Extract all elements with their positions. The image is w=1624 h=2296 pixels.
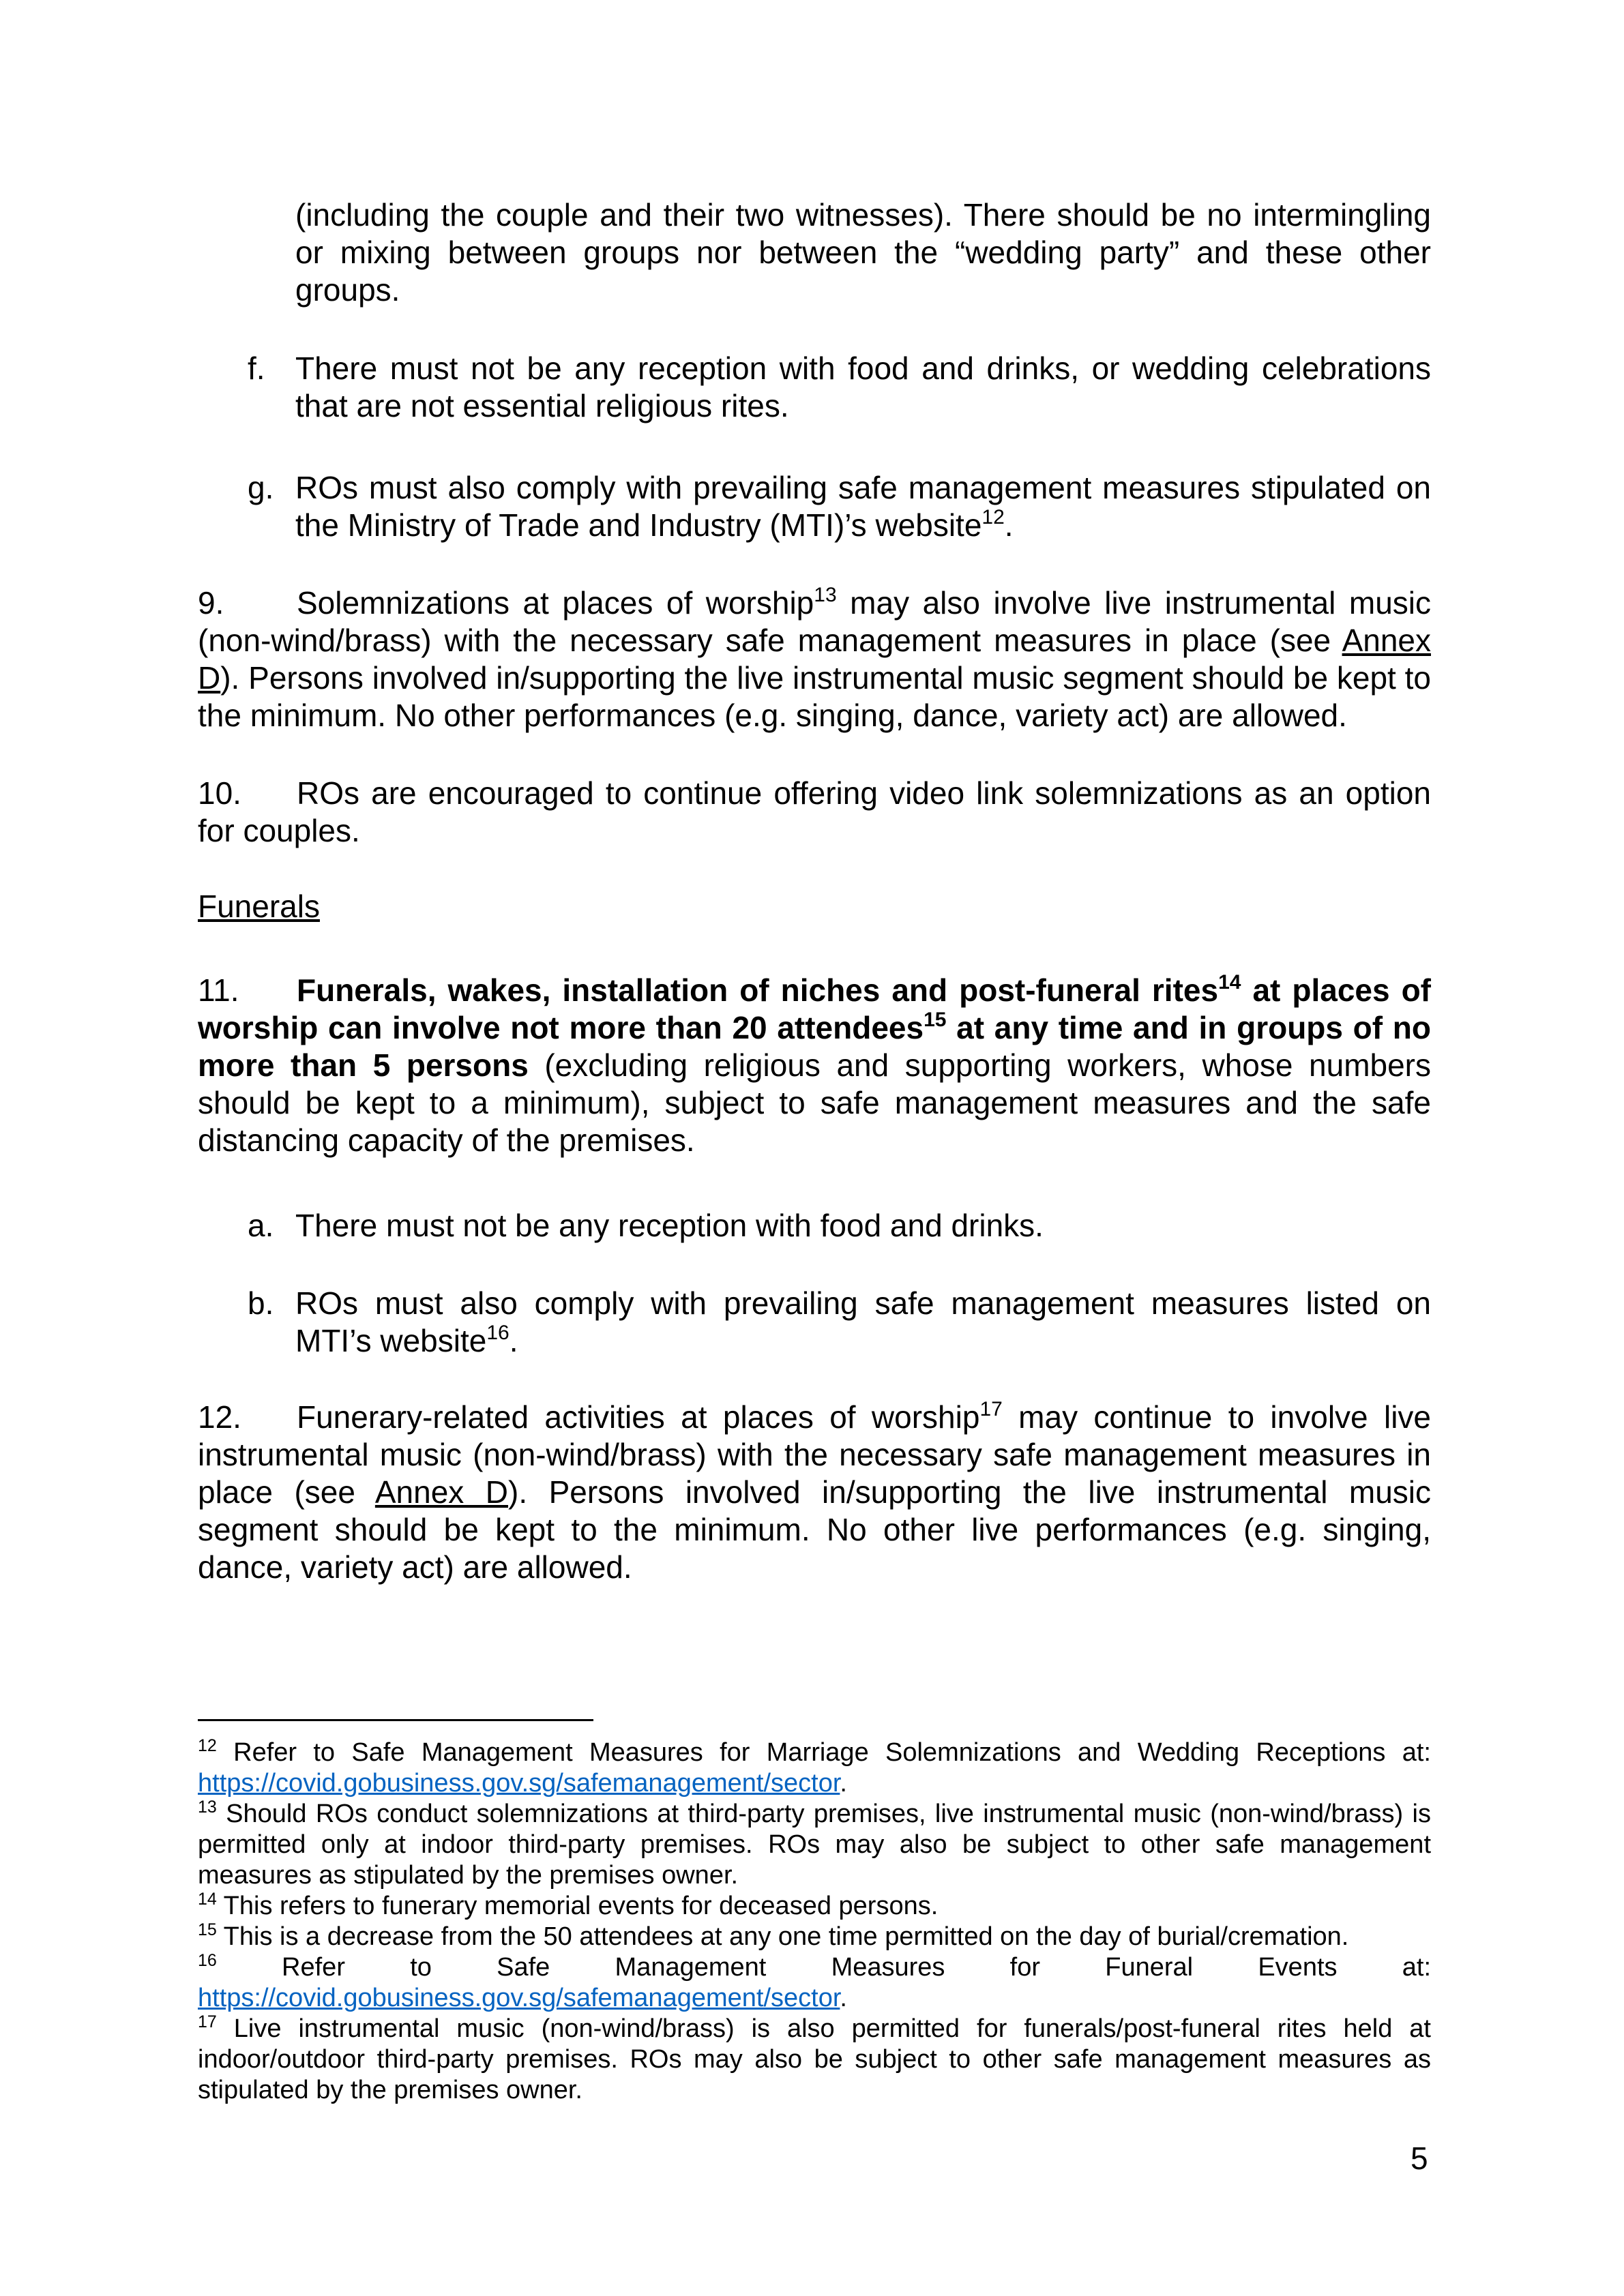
footnote-15: $^{15}$ This is a decrease from the 50 attendees at any one time permitted on the day of burial/cremation. bbox=[198, 1920, 1349, 1951]
footnote-ref-17[interactable]: 17 bbox=[979, 1398, 1003, 1420]
item-g-marker: g. bbox=[248, 470, 274, 505]
footnote-separator bbox=[198, 1719, 593, 1721]
item-g: g. ROs must also comply with prevailing safe management measures stipulated on the Ministry of Trade and Industry (MTI)’s website$^{12}$. bbox=[248, 470, 1431, 543]
footnote-ref-14[interactable]: 14 bbox=[1218, 971, 1241, 994]
paragraph-9-number: 9. bbox=[198, 585, 224, 621]
footnote-17: $^{17}$ Live instrumental music (non-wind/brass) is also permitted for funerals/post-funeral rites held at indoor/outdoor third-party premises. ROs may also be subject to other safe management measures as stipulated by the premises owner. bbox=[198, 2012, 1431, 2104]
footnote-16: $^{16}$ Refer to Safe Management Measures for Funeral Events at: https://covid.gobusiness.gov.sg/safemanagement/sector. bbox=[198, 1951, 1431, 2012]
paragraph-12: 12. Funerary-related activities at places of worship$^{17}$ may continue to involve live instrumental music (non-wind/brass) with the necessary safe management measures in place (see Annex D). Persons involved in/supporting the live instrumental music segment should be kept to the minimum. No other live performances (e.g. singing, dance, variety act) are allowed. bbox=[198, 1398, 1432, 1585]
footnote-12: $^{12}$ Refer to Safe Management Measures for Marriage Solemnizations and Wedding Receptions at: https://covid.gobusiness.gov.sg/safemanagement/sector. bbox=[198, 1736, 1431, 1798]
item-g-text: ROs must also comply with prevailing safe management measures stipulated on the Ministry of Trade and Industry (MTI)’s website bbox=[295, 470, 1431, 543]
annex-d-link[interactable]: Annex D bbox=[198, 623, 1431, 696]
item-a-text: There must not be any reception with food and drinks. bbox=[295, 1208, 1044, 1243]
footnote-ref-13[interactable]: 13 bbox=[814, 584, 837, 606]
item-b: b. ROs must also comply with prevailing safe management measures listed on MTI’s website$^{16}$. bbox=[248, 1285, 1431, 1358]
item-e-continuation: (including the couple and their two witnesses). There should be no intermingling or mixing between groups nor between the “wedding party” and these other groups. bbox=[295, 197, 1431, 308]
item-a-marker: a. bbox=[248, 1208, 274, 1243]
footnote-ref-15[interactable]: 15 bbox=[924, 1009, 947, 1031]
sector-url-link[interactable]: https://covid.gobusiness.gov.sg/safemanagement/sector bbox=[198, 1769, 840, 1798]
paragraph-12-number: 12. bbox=[198, 1399, 241, 1435]
footnote-14: $^{14}$ This refers to funerary memorial events for deceased persons. bbox=[198, 1890, 939, 1920]
item-a bbox=[248, 1207, 1431, 1244]
paragraph-10-number: 10. bbox=[198, 775, 241, 811]
paragraph-11: 11. Funerals, wakes, installation of niches and post-funeral rites$^{14}$ at places of worship can involve not more than 20 attendees$^{15}$ at any time and in groups of no more than 5 persons (excluding religious and supporting workers, whose numbers should be kept to a minimum), subject to safe management measures and the safe distancing capacity of the premises. bbox=[198, 971, 1432, 1158]
item-b-marker: b. bbox=[248, 1285, 274, 1321]
item-f-marker: f. bbox=[248, 351, 265, 386]
paragraph-10: 10. ROs are encouraged to continue offering video link solemnizations as an option for couples. bbox=[198, 775, 1431, 848]
paragraph-11-number: 11. bbox=[198, 972, 239, 1008]
footnote-ref-12[interactable]: 12 bbox=[981, 506, 1005, 528]
item-f-text: There must not be any reception with food and drinks, or wedding celebrations that are not essential religious rites. bbox=[295, 351, 1431, 423]
paragraph-9: 9. Solemnizations at places of worship$^{13}$ may also involve live instrumental music (non-wind/brass) with the necessary safe management measures in place (see Annex D). Persons involved in/supporting the live instrumental music segment should be kept to the minimum. No other performances (e.g. singing, dance, variety act) are allowed. bbox=[198, 584, 1431, 733]
footnote-ref-16[interactable]: 16 bbox=[486, 1322, 510, 1344]
page-number: 5 bbox=[1411, 2141, 1428, 2176]
sector-url-link[interactable]: https://covid.gobusiness.gov.sg/safemanagement/sector bbox=[198, 1984, 840, 2012]
item-f bbox=[248, 350, 1431, 425]
annex-d-link[interactable]: Annex D bbox=[374, 1474, 509, 1510]
item-b-text: ROs must also comply with prevailing safe management measures listed on MTI’s website bbox=[295, 1285, 1431, 1358]
footnote-13: $^{13}$ Should ROs conduct solemnizations at third-party premises, live instrumental music (non-wind/brass) is permitted only at indoor third-party premises. ROs may also be subject to other safe management measures as stipulated by the premises owner. bbox=[198, 1798, 1431, 1890]
funerals-heading: Funerals bbox=[198, 889, 320, 924]
